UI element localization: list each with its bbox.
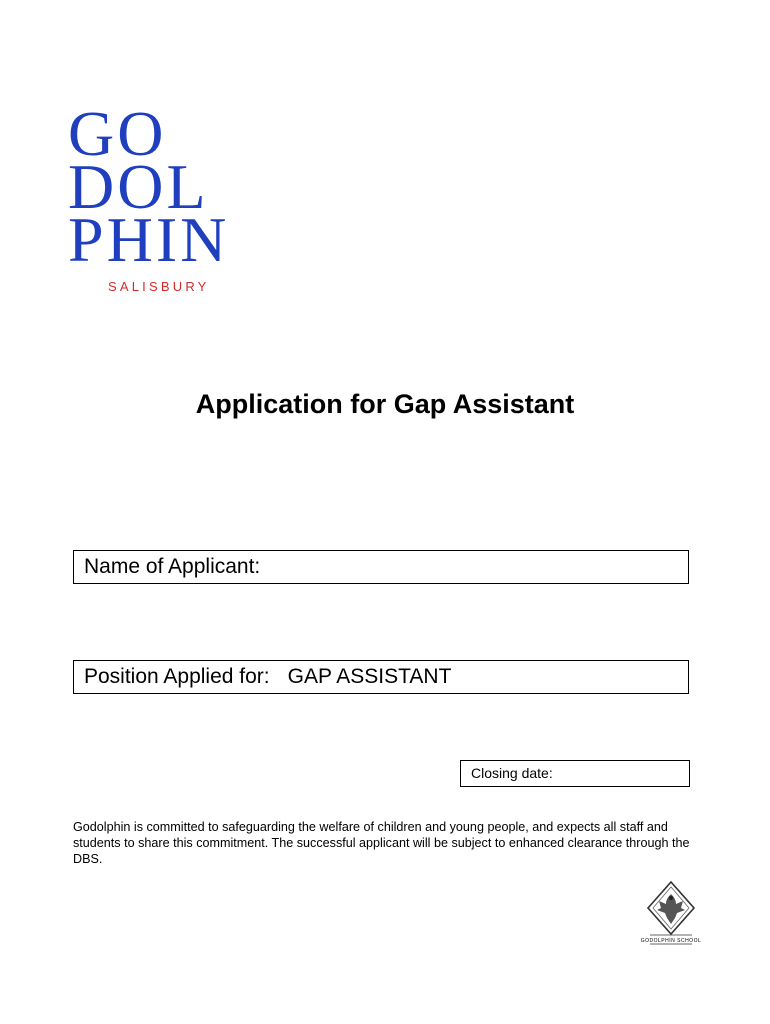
safeguarding-statement: Godolphin is committed to safeguarding the welfare of children and young people, and expects all staff and students to share this commitment. The successful applicant will be subject to enhanced clearance through the DBS. [73, 820, 690, 866]
closing-date-field[interactable] [460, 760, 690, 787]
position-field[interactable] [73, 660, 689, 694]
position-value: GAP ASSISTANT [287, 665, 452, 688]
applicant-name-label: Name of Applicant: [84, 555, 261, 578]
logo-line-3: PHIN [68, 204, 230, 275]
school-logo [68, 98, 268, 294]
closing-date-label: Closing date: [471, 765, 553, 781]
page-title: Application for Gap Assistant [195, 389, 575, 419]
school-crest-icon [644, 880, 698, 946]
logo-line-1: GO [68, 98, 167, 169]
crest-label: GODOLPHIN SCHOOL [640, 938, 702, 944]
logo-place: SALISBURY [108, 279, 210, 294]
logo-line-2: DOL [68, 151, 209, 222]
applicant-name-field[interactable] [73, 550, 689, 584]
position-label: Position Applied for: [84, 665, 270, 688]
